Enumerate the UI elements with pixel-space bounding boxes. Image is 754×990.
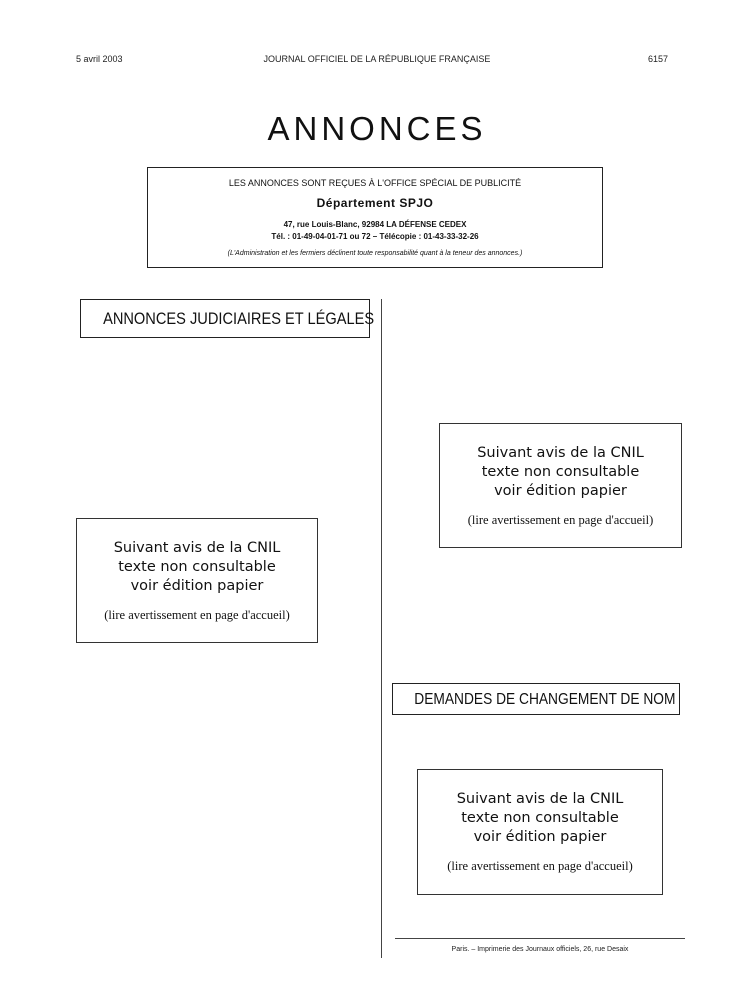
cnil-notice-note: (lire avertissement en page d'accueil) xyxy=(467,513,654,527)
section-heading-judiciaires-label: ANNONCES JUDICIAIRES ET LÉGALES xyxy=(103,309,375,328)
section-heading-changement-nom-label: DEMANDES DE CHANGEMENT DE NOM xyxy=(414,691,676,708)
cnil-notice-line1: Suivant avis de la CNIL xyxy=(477,445,644,461)
info-line-disclaimer: (L'Administration et les fermiers déclinent toute responsabilité quant à la teneur des annonces.) xyxy=(227,250,523,257)
cnil-notice-box xyxy=(417,769,663,895)
spjo-info-box xyxy=(147,167,603,268)
cnil-notice-line1: Suivant avis de la CNIL xyxy=(113,540,281,556)
cnil-notice-line2: texte non consultable xyxy=(481,464,640,480)
column-divider xyxy=(381,299,382,958)
cnil-notice-line2: texte non consultable xyxy=(461,810,619,826)
info-line-department: Département SPJO xyxy=(316,196,434,210)
cnil-notice-note: (lire avertissement en page d'accueil) xyxy=(447,859,633,873)
info-line-reception: LES ANNONCES SONT REÇUES À L'OFFICE SPÉCIAL DE PUBLICITÉ xyxy=(228,178,522,188)
cnil-notice-line3: voir édition papier xyxy=(494,483,627,499)
page-title: ANNONCES xyxy=(267,110,487,147)
header-journal-title: JOURNAL OFFICIEL DE LA RÉPUBLIQUE FRANÇAISE xyxy=(263,54,491,64)
cnil-notice-line3: voir édition papier xyxy=(130,578,264,594)
cnil-notice-note: (lire avertissement en page d'accueil) xyxy=(104,608,290,622)
footer-printer-credit: Paris. – Imprimerie des Journaux officiels, 26, rue Desaix xyxy=(451,946,629,953)
cnil-notice-line3: voir édition papier xyxy=(473,829,607,845)
header-page-number: 6157 xyxy=(647,54,668,64)
header-date: 5 avril 2003 xyxy=(76,54,123,64)
info-line-phone: Tél. : 01-49-04-01-71 ou 72 – Télécopie : 01-43-33-32-26 xyxy=(271,232,479,241)
cnil-notice-box xyxy=(76,518,318,643)
footer-divider xyxy=(395,938,685,939)
cnil-notice-box xyxy=(439,423,682,548)
cnil-notice-line2: texte non consultable xyxy=(118,559,276,575)
cnil-notice-line1: Suivant avis de la CNIL xyxy=(456,791,624,807)
section-heading-judiciaires xyxy=(80,299,375,338)
section-heading-changement-nom xyxy=(392,683,680,715)
info-line-address: 47, rue Louis-Blanc, 92984 LA DÉFENSE CEDEX xyxy=(283,220,467,229)
